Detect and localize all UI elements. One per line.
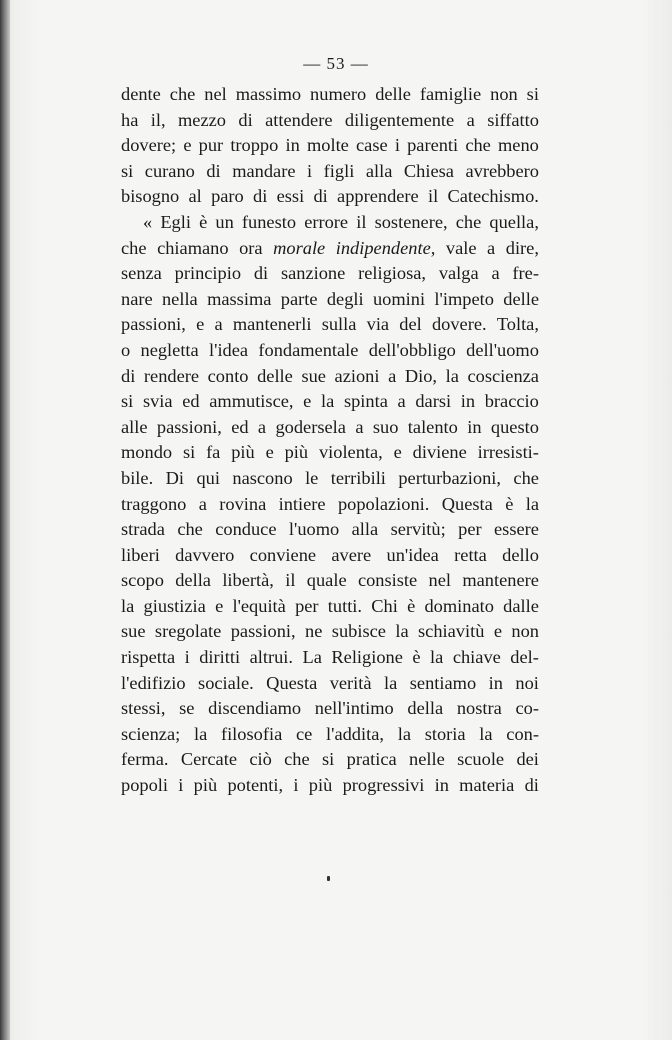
- text-line: mondo si fa più e più violenta, e diviene irresisti-: [121, 442, 539, 463]
- text-line: che chiamano ora morale indipendente, vale a dire,: [121, 237, 539, 258]
- text-line: « Egli è un funesto errore il sostenere, che quella,: [143, 211, 539, 232]
- book-spine-shadow: [0, 0, 10, 1040]
- text-line: la giustizia e l'equità per tutti. Chi è dominato dalle: [121, 595, 539, 616]
- text-line: ferma. Cercate ciò che si pratica nelle scuole dei: [121, 749, 539, 770]
- text-line: sue sregolate passioni, ne subisce la schiavitù e non: [121, 621, 539, 642]
- text-line: scienza; la filosofia ce l'addita, la storia la con-: [121, 723, 539, 744]
- text-line: si curano di mandare i figli alla Chiesa avrebbero: [121, 160, 539, 181]
- text-line: liberi davvero conviene avere un'idea retta dello: [121, 544, 539, 565]
- ink-speck: [327, 876, 330, 881]
- text-line: popoli i più potenti, i più progressivi in materia di: [121, 775, 539, 796]
- text-line: rispetta i diritti altrui. La Religione è la chiave del-: [121, 647, 539, 668]
- text-line: stessi, se discendiamo nell'intimo della nostra co-: [121, 698, 539, 719]
- text-line: l'edifizio sociale. Questa verità la sentiamo in noi: [121, 672, 539, 693]
- text-line: senza principio di sanzione religiosa, valga a fre-: [121, 263, 539, 284]
- text-line: o negletta l'idea fondamentale dell'obbligo dell'uomo: [121, 339, 539, 360]
- text-line: di rendere conto delle sue azioni a Dio, la coscienza: [121, 365, 539, 386]
- text-line: dente che nel massimo numero delle famiglie non si: [121, 84, 539, 104]
- text-line: si svia ed ammutisce, e la spinta a darsi in braccio: [121, 391, 539, 412]
- text-line: alle passioni, ed a godersela a suo talento in questo: [121, 416, 539, 437]
- text-line: traggono a rovina intiere popolazioni. Questa è la: [121, 493, 539, 514]
- page-number: — 53 —: [303, 54, 369, 73]
- text-line: bile. Di qui nascono le terribili perturbazioni, che: [121, 467, 539, 488]
- text-line: strada che conduce l'uomo alla servitù; per essere: [121, 519, 539, 540]
- text-line: passioni, e a mantenerli sulla via del dovere. Tolta,: [121, 314, 539, 335]
- text-line: bisogno al paro di essi di apprendere il Catechismo.: [121, 186, 539, 207]
- body-text: [121, 82, 539, 799]
- text-line: dovere; e pur troppo in molte case i parenti che meno: [121, 135, 539, 156]
- text-line: nare nella massima parte degli uomini l'impeto delle: [121, 288, 539, 309]
- text-line: ha il, mezzo di attendere diligentemente a siffatto: [121, 109, 539, 130]
- text-line: scopo della libertà, il quale consiste nel mantenere: [121, 570, 539, 591]
